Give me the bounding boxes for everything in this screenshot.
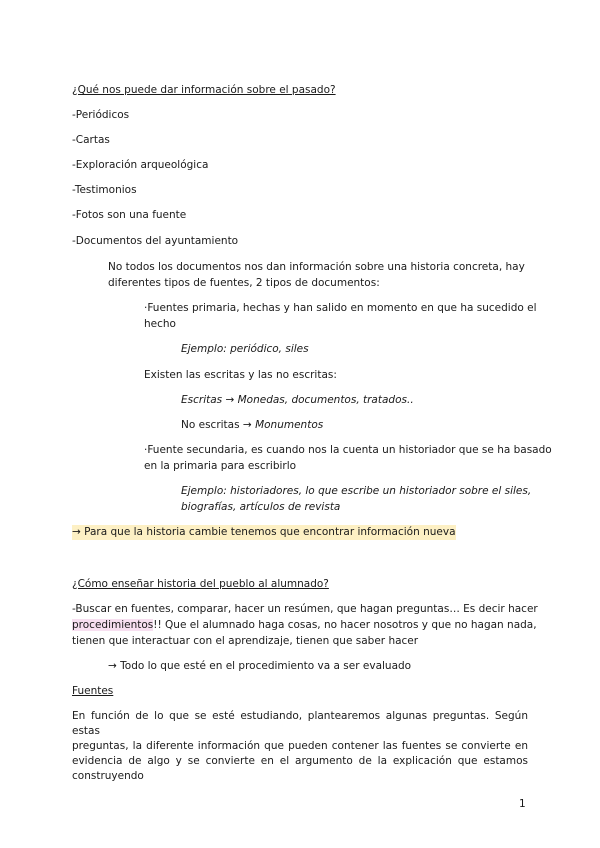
list-item-periodicos: -Periódicos — [72, 109, 130, 121]
list-item-exploracion: -Exploración arqueológica — [72, 159, 209, 171]
exist-text: Existen las escritas y las no escritas: — [144, 369, 337, 381]
unwritten-line — [181, 418, 323, 433]
intro-text-line1: No todos los documentos nos dan información sobre una historia concreta, hay — [108, 261, 525, 273]
method-para-line2 — [72, 618, 537, 633]
list-item-fotos: -Fotos son una fuente — [72, 209, 187, 221]
unwritten-examples: Monumentos — [255, 419, 324, 431]
primary-example: Ejemplo: periódico, siles — [181, 343, 309, 355]
method-para-line1: -Buscar en fuentes, comparar, hacer un resúmen, que hagan preguntas… Es decir hacer — [72, 603, 538, 615]
secondary-example-line2: biografías, artículos de revista — [181, 501, 341, 513]
fuentes-line4: construyendo — [72, 770, 144, 782]
written-line — [181, 393, 414, 408]
unwritten-prefix: No escritas → — [181, 419, 256, 431]
method-para-line3: tienen que interactuar con el aprendizaje, tienen que saber hacer — [72, 635, 419, 647]
list-item-documentos: -Documentos del ayuntamiento — [72, 235, 239, 247]
fuentes-heading: Fuentes — [72, 685, 114, 697]
conclusion-highlight: → Para que la historia cambie tenemos que encontrar información nueva — [72, 526, 456, 538]
procedimientos-highlight: procedimientos — [72, 619, 154, 631]
fuentes-line3: evidencia de algo y se convierte en el argumento de la explicación que estamos — [72, 755, 528, 767]
secondary-example-line1: Ejemplo: historiadores, lo que escribe un historiador sobre el siles, — [181, 485, 532, 497]
primary-source-line2: hecho — [144, 318, 176, 330]
written-prefix: Escritas → — [181, 394, 238, 406]
secondary-source-line1: ·Fuente secundaria, es cuando nos la cuenta un historiador que se ha basado — [144, 444, 552, 456]
primary-source-line1: ·Fuentes primaria, hechas y han salido en momento en que ha sucedido el — [144, 302, 537, 314]
list-item-cartas: -Cartas — [72, 134, 110, 146]
page-number: 1 — [519, 798, 526, 810]
section-title-pasado: ¿Qué nos puede dar información sobre el pasado? — [72, 84, 336, 96]
written-examples: Monedas, documentos, tratados.. — [237, 394, 414, 406]
fuentes-line2: preguntas, la diferente información que pueden contener las fuentes se convierte en — [72, 740, 528, 752]
secondary-source-line2: en la primaria para escribirlo — [144, 460, 297, 472]
fuentes-line1: En función de lo que se esté estudiando, plantearemos algunas preguntas. Según estas — [72, 710, 528, 737]
evaluated-note: → Todo lo que esté en el procedimiento va a ser evaluado — [108, 660, 412, 672]
method-para-line2-rest: !! Que el alumnado haga cosas, no hacer nosotros y que no hagan nada, — [153, 619, 537, 631]
intro-text-line2: diferentes tipos de fuentes, 2 tipos de documentos: — [108, 277, 380, 289]
list-item-testimonios: -Testimonios — [72, 184, 137, 196]
fuentes-paragraph — [72, 709, 528, 784]
section-title-ensenar: ¿Cómo enseñar historia del pueblo al alumnado? — [72, 578, 329, 590]
